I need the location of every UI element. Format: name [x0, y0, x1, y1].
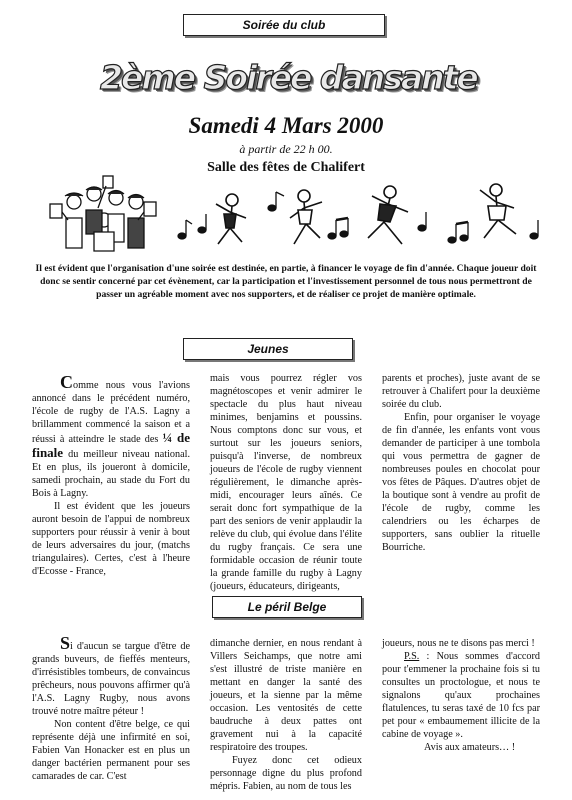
drop-cap: S [60, 633, 71, 653]
banner-label: Le péril Belge [247, 600, 327, 614]
music-note-icon [530, 220, 538, 239]
intro-paragraph: Il est évident que l'organisation d'une soirée est destinée, en partie, à financer le voyage de fin d'année. Chaque joueur doit donc se sentir concerné par cet évènement, car la participation et l'investissement personnel de tous nous permettront de passer un agréable moment avec nos supporters, et de réaliser ce projet de manière optimale. [35, 263, 537, 300]
drop-cap: C [60, 372, 73, 392]
banner-label: Jeunes [247, 342, 289, 356]
event-title: 2ème Soirée dansante [100, 58, 477, 97]
paragraph: dimanche dernier, en nous rendant à Villers Seichamps, que notre ami s'est illustré de triste manière en mettant en danger la santé des joueurs, et la sienne par la même occasion. Les ventosités de cette baudruche à deux pattes ont gravement nui à la capacité respiratoire des troupes. [210, 638, 362, 753]
paragraph [382, 650, 540, 741]
event-date: Samedi 4 Mars 2000 [188, 113, 384, 138]
event-time: à partir de 22 h 00. [239, 142, 333, 156]
highlight-quarter-final: ¼ de finale [32, 430, 190, 460]
cheering-fans-illustration [48, 172, 160, 252]
paragraph: mais vous pourrez régler vos magnétoscopes et venir admirer le spectacle du plus haut niveau minimes, benjamins et poussins. Nous comptons donc sur vous, et surtout sur les joueurs seniors, puisqu'à l'inverse, de nombreux joueurs de l'école de rugby viennent régulièrement, le dimanche après-midi, encourager leurs aînés. Ce serait donc fort sympathique de la part des seniors de venir applaudir la relève du club, qui évolue dans l'élite du rugby français. Ce sera une formidable occasion de réunir toute la grande famille du rugby à Lagny (joueurs, éducateurs, dirigeants, [210, 373, 362, 592]
music-note-icon [198, 214, 206, 233]
paragraph: Enfin, pour organiser le voyage de fin d'année, les enfants vont vous demander de participer à une tombola qui vous permettra de gagner de nombreuses poules en chocolat pour vos fêtes de Pâques. D'autres objet de la boutique sont à vendre au profit de l'école de rugby, comme les calendriers ou les écharpes de supporters, sans oublier la rituelle Bourriche. [382, 412, 540, 553]
paragraph: Non content d'être belge, ce qui représente déjà une infirmité en soi, Fabien Van Honacker est en plus un danger bactérien permanent pour ses camarades de car. C'est [32, 719, 190, 782]
peril-column-1 [32, 633, 190, 783]
section-banner-peril-belge [212, 596, 362, 618]
event-venue: Salle des fêtes de Chalifert [207, 160, 365, 175]
section-banner-soiree [183, 14, 385, 36]
peril-column-3 [382, 637, 540, 754]
music-note-icon [268, 192, 284, 211]
music-note-icon [448, 222, 468, 243]
banner-label: Soirée du club [242, 18, 326, 32]
ps-label: P.S. [404, 651, 420, 662]
paragraph-text: du meilleur niveau national. Et en plus, ils joueront à domicile, samedi prochain, au stade du Fort du Bois à Lagny. [32, 449, 190, 499]
paragraph: joueurs, nous ne te disons pas merci ! [382, 638, 535, 649]
dancers-illustration [172, 178, 544, 258]
paragraph [32, 633, 190, 718]
jeunes-column-2 [210, 372, 362, 593]
music-note-icon [178, 220, 192, 239]
jeunes-column-3 [382, 372, 540, 554]
paragraph: parents et proches), juste avant de se retrouver à Chalifert pour la deuxième soirée du club. [382, 373, 540, 410]
paragraph-text: omme nous vous l'avions annoncé dans le précédent numéro, l'école de rugby de l'A.S. Lagny a brillamment commencé la saison et a réussi à atteindre le stade des [32, 380, 190, 445]
music-note-icon [418, 212, 426, 231]
section-banner-jeunes [183, 338, 353, 360]
music-note-icon [328, 218, 348, 239]
jeunes-column-1 [32, 372, 190, 578]
paragraph [32, 372, 190, 500]
paragraph: Il est évident que les joueurs auront besoin de l'appui de nombreux supporters pour réussir à venir à bout de leurs adversaires du jour, (matchs triangulaires). Certes, c'est à l'heure d'Ecosse - France, [32, 501, 190, 577]
paragraph: Fuyez donc cet odieux personnage digne du plus profond mépris. Fabien, au nom de tous les [210, 755, 362, 792]
paragraph: Avis aux amateurs… ! [424, 742, 516, 753]
peril-column-2 [210, 637, 362, 793]
paragraph-text: : Nous sommes d'accord pour t'emmener la prochaine fois si tu consultes un proctologue, et nous te signalons qu'aux prochaines flatulences, tu seras taxé de 10 fcs par pet pour « embaumement illicite de la cabine de voyage ». [382, 651, 540, 740]
paragraph-text: i d'aucun se targue d'être de grands buveurs, de fieffés menteurs, d'irrésistibles tombeurs, de convaincus prêcheurs, nous pouvons affirmer qu'à l'A.S. Lagny Rugby, nous avons trouvé notre maître péteur ! [32, 641, 190, 717]
